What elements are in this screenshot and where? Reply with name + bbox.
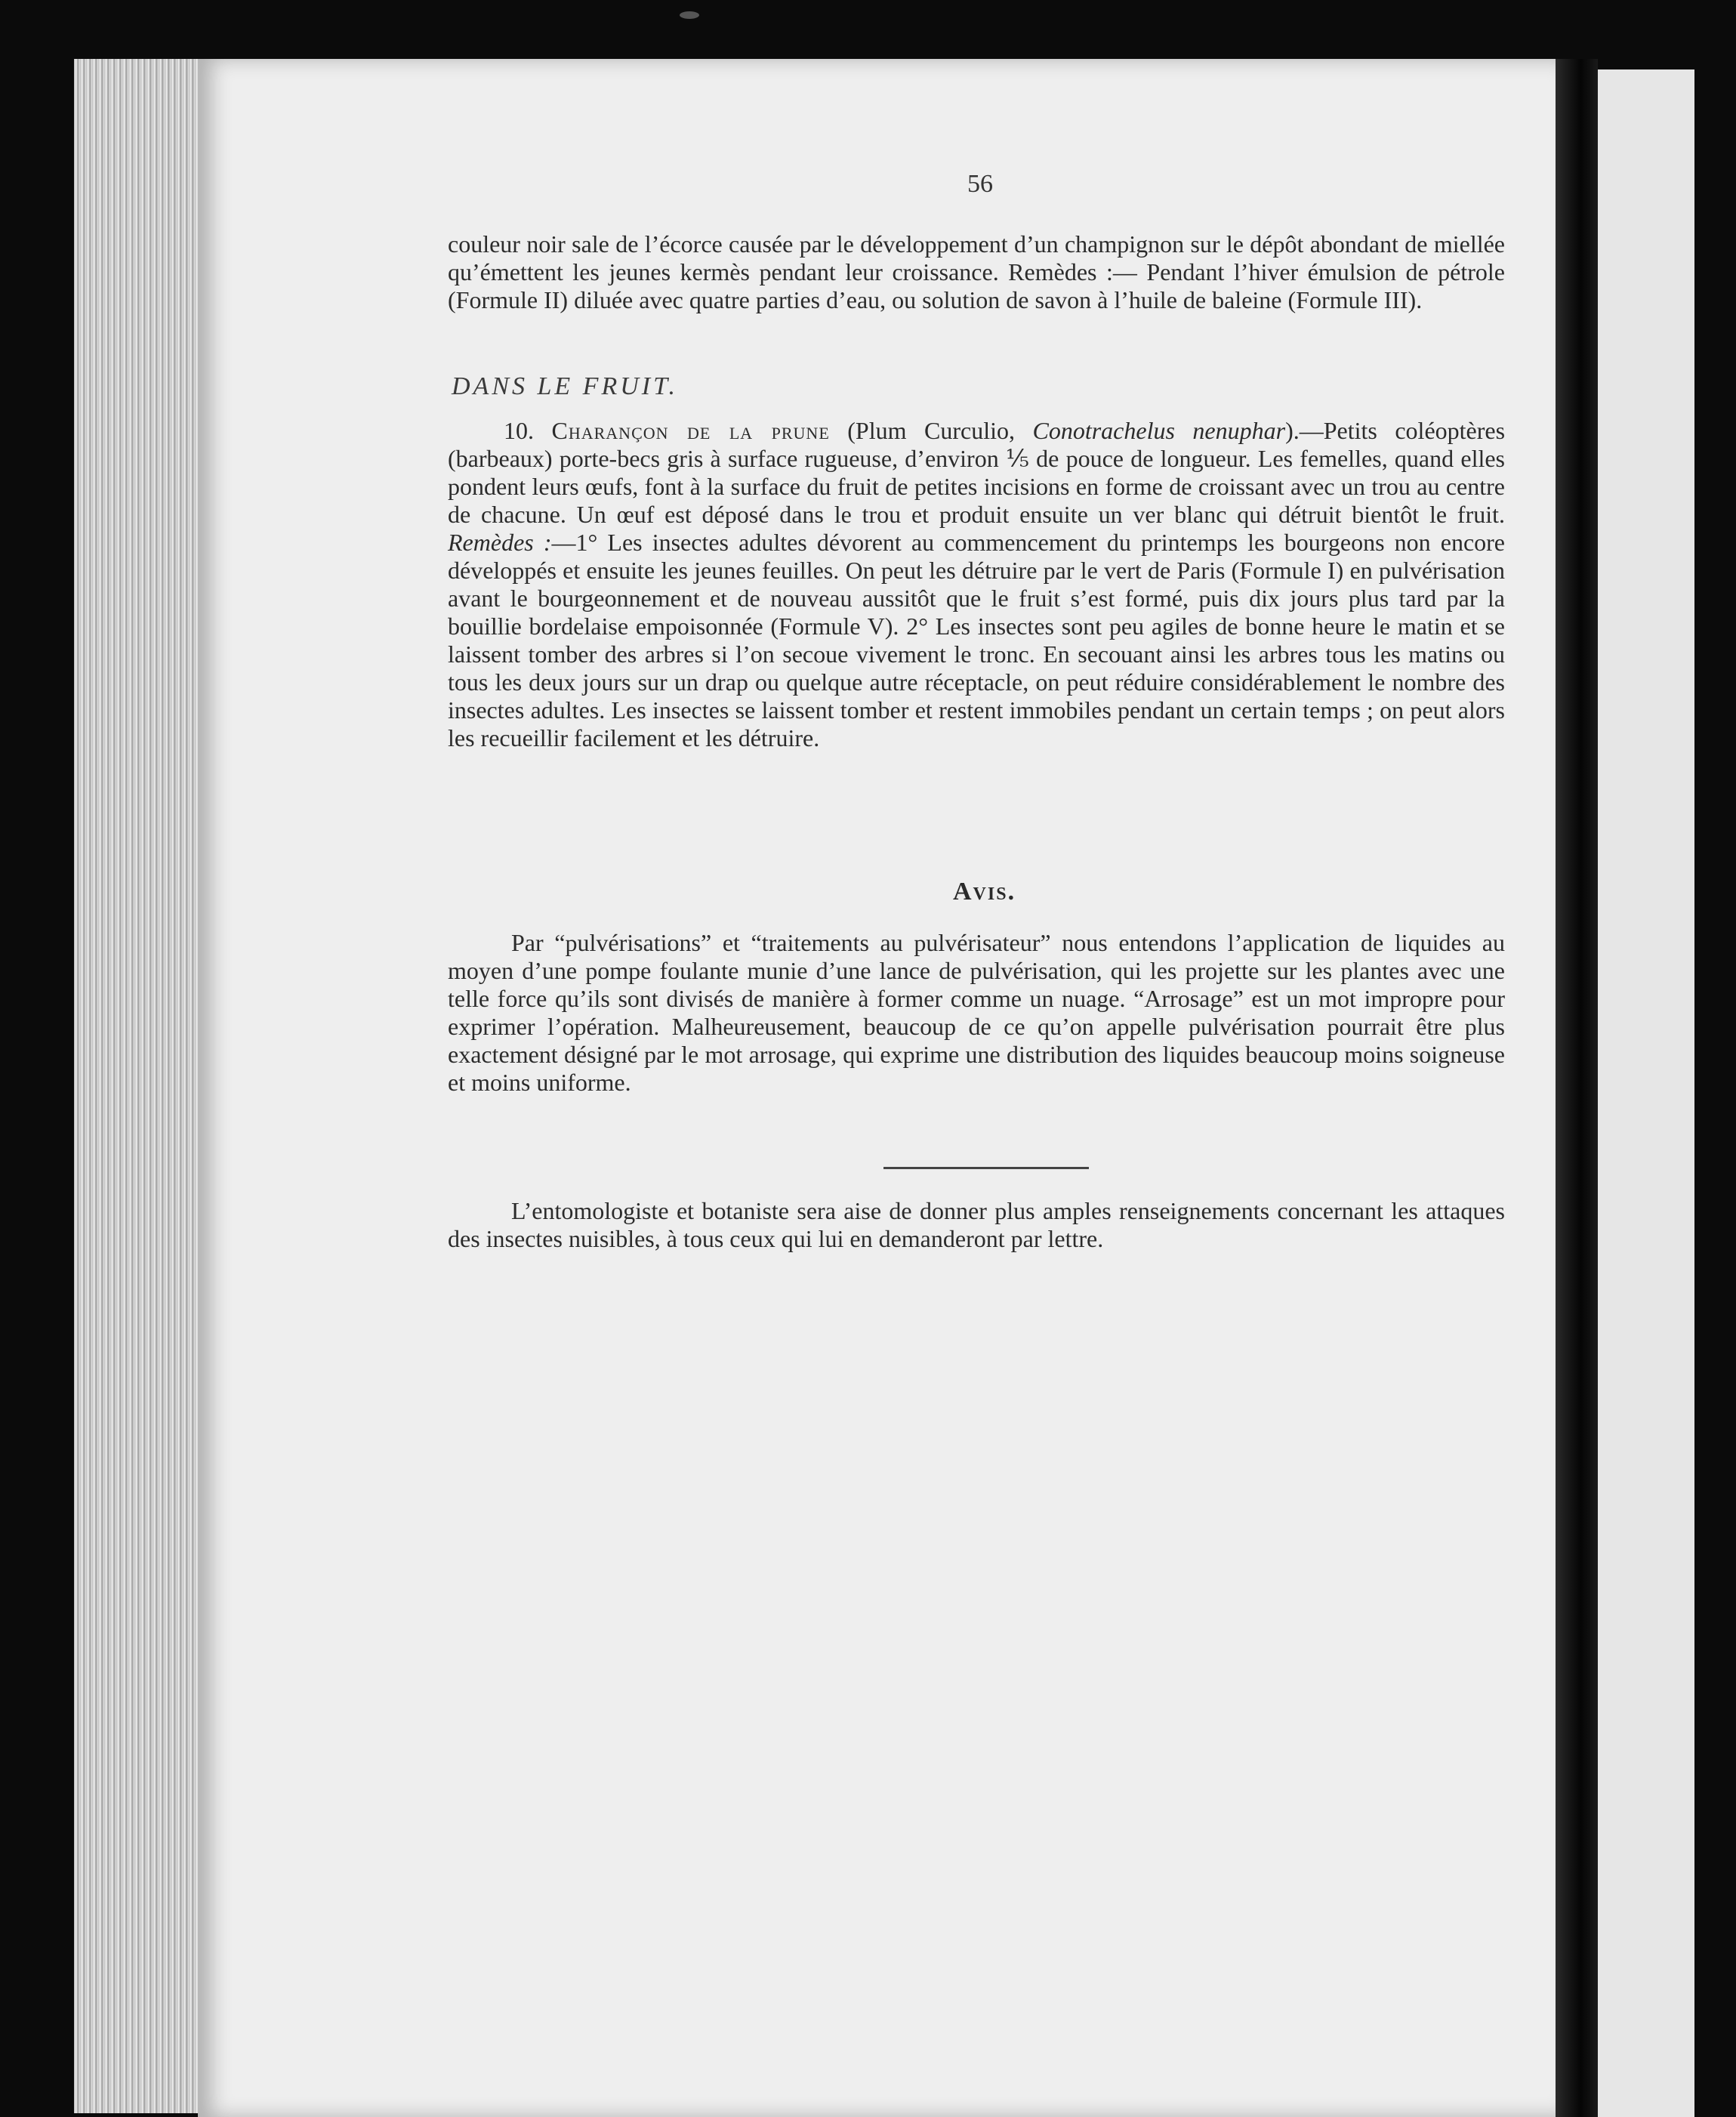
closing-paragraph: L’entomologiste et botaniste sera aise de donner plus amples renseignements concernant les attaques des insectes nuisibles, à tous ceux qui lui en demanderont par lettre. bbox=[448, 1197, 1505, 1252]
entry-description: ).—Petits coléoptères (barbeaux) porte-becs gris à surface rugueuse, d’environ ⅕ de pouce de longueur. Les femelles, quand elles pondent leurs œufs, font à la surface du fruit de petites incisions en forme de croissant avec un trou au centre de chacune. Un œuf est déposé dans le trou et produit ensuite un ver blanc qui détruit bientôt le fruit. bbox=[448, 417, 1506, 528]
book-gutter bbox=[1556, 59, 1598, 2117]
entry-common-name: (Plum Curculio, bbox=[847, 417, 1015, 444]
entry-name: Charançon de la prune bbox=[551, 417, 830, 444]
avis-heading: Avis. bbox=[953, 878, 1016, 906]
paragraph-continued: couleur noir sale de l’écorce causée par le développement d’un champignon sur le dépôt abondant de miellée qu’émettent les jeunes kermès pendant leur croissance. Remèdes :— Pendant l’hiver émulsion de pétrole (Formule II) diluée avec quatre parties d’eau, ou solution de savon à l’huile de baleine (Formule III). bbox=[448, 230, 1505, 313]
separator-rule bbox=[883, 1167, 1089, 1169]
entry-number: 10. bbox=[504, 417, 534, 444]
remedes-label: Remèdes : bbox=[448, 529, 552, 556]
avis-paragraph: Par “pulvérisations” et “traitements au pulvérisateur” nous entendons l’application de liquides au moyen d’une pompe foulante munie d’une lance de pulvérisation, qui les projette sur les plantes avec une telle force qu’ils sont divisés de manière à former comme un nuage. “Arrosage” est un mot impropre pour exprimer l’opération. Malheureusement, beaucoup de ce qu’on appelle pulvérisation pourrait être plus exactement désigné par le mot arrosage, qui exprime une distribution des liquides beaucoup moins soigneuse et moins uniforme. bbox=[448, 929, 1505, 1096]
remedes-text: —1° Les insectes adultes dévorent au commencement du printemps les bourgeons non encore développés et ensuite les jeunes feuilles. On peut les détruire par le vert de Paris (Formule I) en pulvérisation avant le bourgeonnement et de nouveau aussitôt que le fruit s’est formé, puis dix jours plus tard par la bouillie bordelaise empoisonnée (Formule V). 2° Les insectes sont peu agiles de bonne heure le matin et se laissent tomber des arbres si l’on secoue vivement le tronc. En secouant ainsi les arbres tous les matins ou tous les deux jours sur un drap ou quelque autre réceptacle, on peut réduire considérablement le nombre des insectes adultes. Les insectes se laissent tomber et restent immobiles pendant un certain temps ; on peut alors les recueillir facilement et les détruire. bbox=[448, 529, 1505, 751]
facing-page-edge bbox=[1598, 69, 1694, 2117]
section-heading: DANS LE FRUIT. bbox=[452, 372, 678, 400]
entry-latin-name: Conotrachelus nenuphar bbox=[1032, 417, 1286, 444]
page-number: 56 bbox=[967, 170, 993, 198]
dust-speck bbox=[680, 11, 699, 19]
entry-plum-curculio bbox=[448, 417, 1505, 752]
book-page-edges bbox=[74, 59, 217, 2113]
